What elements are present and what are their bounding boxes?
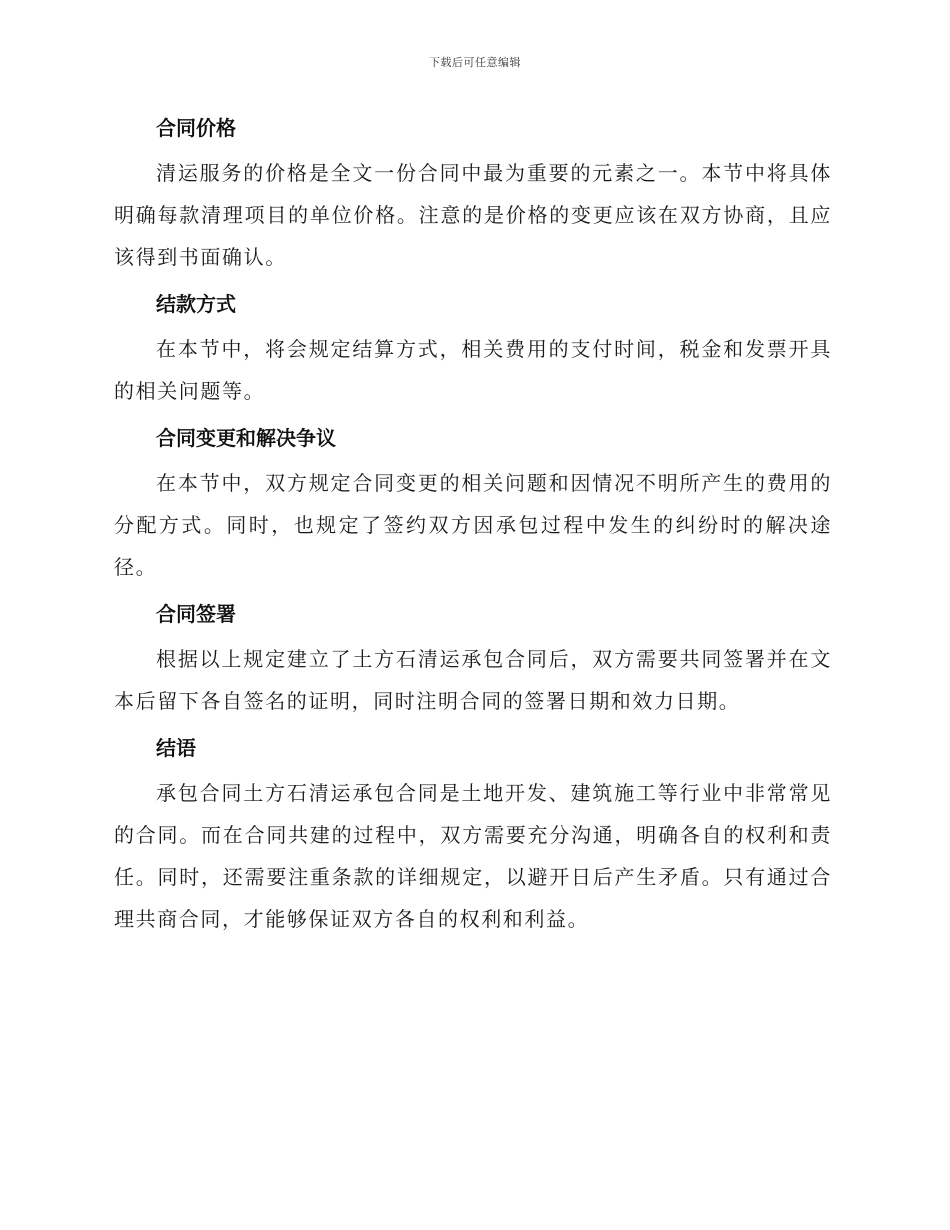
section-heading: 合同变更和解决争议: [156, 426, 336, 450]
document-content: [114, 108, 832, 946]
section-paragraph: 在本节中，将会规定结算方式，相关费用的支付时间，税金和发票开具的相关问题等。: [114, 337, 832, 403]
section-heading: 合同签署: [156, 602, 236, 626]
section-signing: [114, 594, 832, 722]
section-contract-price: [114, 108, 832, 278]
section-paragraph: 承包合同土方石清运承包合同是土地开发、建筑施工等行业中非常常见的合同。而在合同共建的过程中，双方需要充分沟通，明确各自的权利和责任。同时，还需要注重条款的详细规定，以避开日后产生矛盾。只有通过合理共商合同，才能够保证双方各自的权利和利益。: [114, 781, 832, 931]
section-payment-method: [114, 284, 832, 412]
section-heading: 结款方式: [156, 292, 236, 316]
section-heading: 结语: [156, 736, 196, 760]
section-heading: 合同价格: [156, 116, 236, 140]
section-conclusion: [114, 728, 832, 940]
section-changes-disputes: [114, 418, 832, 588]
section-paragraph: 根据以上规定建立了土方石清运承包合同后，双方需要共同签署并在文本后留下各自签名的证明，同时注明合同的签署日期和效力日期。: [114, 647, 832, 713]
section-paragraph: 清运服务的价格是全文一份合同中最为重要的元素之一。本节中将具体明确每款清理项目的单位价格。注意的是价格的变更应该在双方协商，且应该得到书面确认。: [114, 161, 832, 269]
page-header-note: 下载后可任意编辑: [429, 56, 521, 69]
section-paragraph: 在本节中，双方规定合同变更的相关问题和因情况不明所产生的费用的分配方式。同时，也规定了签约双方因承包过程中发生的纠纷时的解决途径。: [114, 471, 832, 579]
